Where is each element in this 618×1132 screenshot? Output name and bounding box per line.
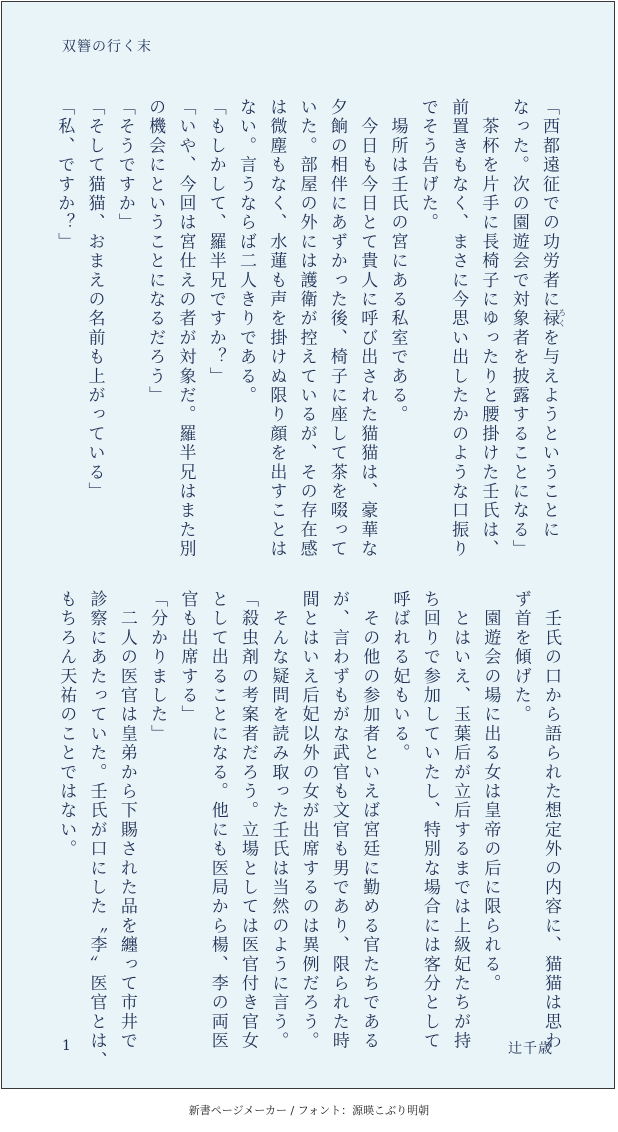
- author-name: 辻千歳: [508, 1041, 553, 1057]
- text-line: 呼ばれる妃もいる。: [389, 590, 410, 763]
- text-line: 「分かりました」: [147, 590, 168, 744]
- text-line: 「殺虫剤の考案者だろう。立場としては医官付き官女: [238, 590, 259, 1051]
- body-text-top: [49, 98, 567, 559]
- text-line: 「私、ですか？」: [54, 98, 75, 252]
- text-line: ない。言うならば二人きりである。: [236, 98, 257, 406]
- text-line: ち回りで参加していたし、特別な場合には客分として: [419, 590, 440, 1051]
- ruby-reading: ろく: [557, 308, 567, 330]
- text-line: 診察にあたっていた。壬氏が口にした〝李〟医官とは、: [86, 590, 107, 1070]
- text-line: 夕餉の相伴にあずかった後、椅子に座して茶を啜って: [326, 98, 347, 559]
- text-line: 園遊会の場に出る女は皇帝の后に限られる。: [480, 590, 501, 994]
- generator-credit: 新書ページメーカー / フォント：源暎こぶり明朝: [188, 1104, 430, 1117]
- text-line: もちろん天祐のことではない。: [56, 590, 77, 859]
- text-line: 今日も今日とて貴人に呼び出された猫猫は、豪華な: [357, 98, 378, 559]
- text-line: 「そうですか」: [114, 98, 135, 233]
- text-line: 間とはいえ后妃以外の女が出席するのは異例だろう。: [298, 590, 319, 1051]
- ruby-base: 禄: [539, 308, 559, 329]
- text-line: は微塵もなく、水蓮も声を掛けぬ限り顔を出すことは: [266, 98, 287, 559]
- text-line: なった。次の園遊会で対象者を披露することになる」: [508, 98, 529, 559]
- text-line: の機会にということになるだろう」: [145, 98, 166, 406]
- text-line: その他の参加者といえば宮廷に勤める官たちである: [359, 590, 380, 1051]
- text-line: 壬氏の口から語られた想定外の内容に、猫猫は思わ: [541, 590, 561, 1051]
- text-line: 「西都遠征での功労者に禄ろくを与えようということに: [539, 98, 567, 540]
- text-line: 「いや、今回は宮仕えの者が対象だ。羅半兄はまた別: [175, 98, 196, 559]
- text-line: 茶杯を片手に長椅子にゆったりと腰掛けた壬氏は、: [478, 98, 499, 559]
- text-line: ず首を傾げた。: [510, 590, 531, 725]
- ruby-word: [539, 308, 567, 330]
- text-line: とはいえ、玉葉后が立后するまでは上級妃たちが持: [450, 590, 471, 1051]
- text-line: が、言わずもがな武官も文官も男であり、限られた時: [328, 590, 349, 1051]
- page-number: 1: [62, 1038, 71, 1054]
- text-line: として出ることになる。他にも医局から楊、李の両医: [207, 590, 228, 1051]
- text-line: 官も出席する」: [177, 590, 198, 725]
- text-line: 「そして猫猫、おまえの名前も上がっている」: [84, 98, 105, 502]
- text-line: いた。部屋の外には護衛が控えているが、その存在感: [296, 98, 317, 559]
- text-line: 場所は壬氏の宮にある私室である。: [387, 98, 408, 425]
- text-line: 前置きもなく、まさに今思い出したかのような口振り: [448, 98, 469, 559]
- text-line: そんな疑問を読み取った壬氏は当然のように言う。: [268, 590, 289, 1051]
- running-title: 双簪の行く末: [62, 39, 152, 55]
- text-line: 二人の医官は皇弟から下賜された品を纏って市井で: [116, 590, 137, 1051]
- book-page: [1, 1, 615, 1089]
- text-line: 「もしかして、羅半兄ですか？」: [205, 98, 226, 386]
- text-line: でそう告げた。: [417, 98, 438, 233]
